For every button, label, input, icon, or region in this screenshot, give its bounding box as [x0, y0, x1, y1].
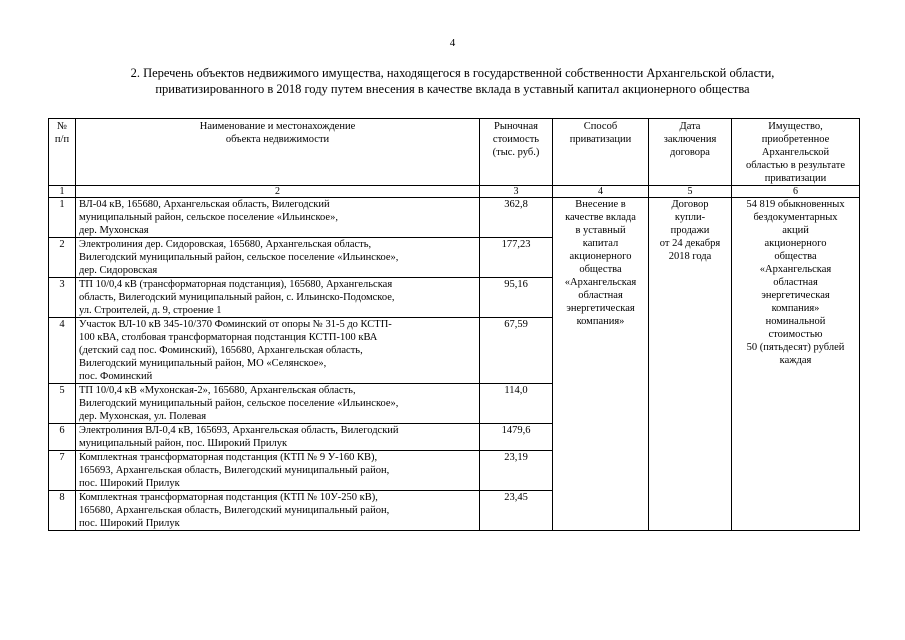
text-line: заключения	[663, 134, 717, 145]
text-line: приобретенное	[761, 134, 830, 145]
row-number: 1	[49, 198, 76, 238]
text-line: 2018 года	[668, 251, 712, 262]
text-line: качестве вклада	[565, 212, 636, 223]
text-line: (тыс. руб.)	[492, 147, 540, 158]
heading-line: 2. Перечень объектов недвижимого имущества, находящегося в государственной собственности Архангельской области,	[130, 66, 775, 80]
object-name	[76, 198, 480, 238]
header-name	[76, 119, 480, 186]
market-value: 23,45	[480, 491, 553, 531]
text-line: акционерного	[764, 238, 827, 249]
text-line: Имущество,	[768, 121, 823, 132]
object-name	[76, 451, 480, 491]
text-line: Участок ВЛ-10 кВ 345-10/370 Фоминский от опоры № 31-5 до КСТП-	[79, 319, 392, 330]
text-line: областью в результате	[745, 160, 846, 171]
text-line: номинальной	[765, 316, 826, 327]
text-line: продажи	[670, 225, 710, 236]
text-line: 165693, Архангельская область, Вилегодский муниципальный район,	[79, 465, 390, 476]
text-line: общества	[774, 251, 817, 262]
row-number: 8	[49, 491, 76, 531]
market-value: 1479,6	[480, 424, 553, 451]
text-line: Вилегодский муниципальный район, сельское поселение «Ильинское»,	[79, 252, 399, 263]
text-line: Архангельской	[761, 147, 830, 158]
text-line: купли-	[674, 212, 706, 223]
text-line: ТП 10/0,4 кВ (трансформаторная подстанция), 165680, Архангельская	[79, 279, 393, 290]
property-table	[48, 118, 860, 531]
text-line: Электролиния ВЛ-0,4 кВ, 165693, Архангельская область, Вилегодский	[79, 425, 399, 436]
text-line: каждая	[779, 355, 812, 366]
header-method	[553, 119, 649, 186]
market-value: 362,8	[480, 198, 553, 238]
text-line: энергетическая	[566, 303, 635, 314]
column-number-row	[49, 186, 860, 198]
text-line: дер. Сидоровская	[79, 265, 158, 276]
column-number: 5	[649, 186, 732, 198]
market-value: 23,19	[480, 451, 553, 491]
text-line: 165680, Архангельская область, Вилегодский муниципальный район,	[79, 505, 390, 516]
table-row	[49, 198, 860, 238]
text-line: компания»	[576, 316, 625, 327]
contract-date	[649, 198, 732, 531]
text-line: Наименование и местонахождение	[199, 121, 356, 132]
text-line: муниципальный район, пос. Широкий Прилук	[79, 438, 288, 449]
acquired-property	[732, 198, 860, 531]
market-value: 95,16	[480, 278, 553, 318]
text-line: 100 кВА, столбовая трансформаторная подстанция КСТП-100 кВА	[79, 332, 378, 343]
text-line: бездокументарных	[753, 212, 838, 223]
text-line: Вилегодский муниципальный район, сельское поселение «Ильинское»,	[79, 398, 399, 409]
text-line: Электролиния дер. Сидоровская, 165680, Архангельская область,	[79, 239, 372, 250]
text-line: Вилегодский муниципальный район, МО «Селянское»,	[79, 358, 327, 369]
text-line: от 24 декабря	[659, 238, 721, 249]
page-number: 4	[449, 37, 456, 49]
text-line: ВЛ-04 кВ, 165680, Архангельская область, Вилегодский	[79, 199, 330, 210]
text-line: дер. Мухонская, ул. Полевая	[79, 411, 207, 422]
text-line: Рыночная	[494, 121, 538, 132]
column-number: 4	[553, 186, 649, 198]
column-number: 1	[49, 186, 76, 198]
text-line: Внесение в	[575, 199, 626, 210]
object-name	[76, 278, 480, 318]
text-line: Комплектная трансформаторная подстанция (КТП № 9 У-160 КВ),	[79, 452, 378, 463]
row-number: 5	[49, 384, 76, 424]
text-line: приватизации	[764, 173, 827, 184]
text-line: «Архангельская	[759, 264, 832, 275]
text-line: область, Вилегодский муниципальный район, с. Ильинско-Подомское,	[79, 292, 395, 303]
text-line: 50 (пятьдесят) рублей	[746, 342, 845, 353]
text-line: п/п	[54, 134, 70, 145]
text-line: акций	[782, 225, 809, 236]
text-line: энергетическая	[761, 290, 830, 301]
market-value: 67,59	[480, 318, 553, 384]
object-name	[76, 491, 480, 531]
text-line: в уставный	[575, 225, 626, 236]
row-number: 2	[49, 238, 76, 278]
header-property	[732, 119, 860, 186]
header-num	[49, 119, 76, 186]
column-number: 3	[480, 186, 553, 198]
object-name	[76, 238, 480, 278]
privatization-method	[553, 198, 649, 531]
text-line: №	[56, 121, 68, 132]
column-number: 2	[76, 186, 480, 198]
header-cost	[480, 119, 553, 186]
text-line: компания»	[771, 303, 820, 314]
document-heading	[40, 65, 865, 97]
text-line: объекта недвижимости	[225, 134, 330, 145]
text-line: приватизации	[569, 134, 632, 145]
object-name	[76, 384, 480, 424]
row-number: 7	[49, 451, 76, 491]
text-line: 54 819 обыкновенных	[746, 199, 845, 210]
object-name	[76, 424, 480, 451]
text-line: областная	[773, 277, 818, 288]
row-number: 6	[49, 424, 76, 451]
text-line: договора	[670, 147, 710, 158]
text-line: акционерного	[569, 251, 632, 262]
text-line: Комплектная трансформаторная подстанция (КТП № 10У-250 кВ),	[79, 492, 378, 503]
column-number: 6	[732, 186, 860, 198]
text-line: общества	[579, 264, 622, 275]
text-line: (детский сад пос. Фоминский), 165680, Архангельская область,	[79, 345, 363, 356]
text-line: пос. Фоминский	[79, 371, 153, 382]
text-line: стоимостью	[768, 329, 823, 340]
object-name	[76, 318, 480, 384]
text-line: областная	[578, 290, 623, 301]
text-line: пос. Широкий Прилук	[79, 478, 180, 489]
text-line: пос. Широкий Прилук	[79, 518, 180, 529]
text-line: «Архангельская	[564, 277, 637, 288]
market-value: 114,0	[480, 384, 553, 424]
text-line: капитал	[582, 238, 619, 249]
row-number: 4	[49, 318, 76, 384]
market-value: 177,23	[480, 238, 553, 278]
row-number: 3	[49, 278, 76, 318]
text-line: Договор	[671, 199, 709, 210]
text-line: муниципальный район, сельское поселение «Ильинское»,	[79, 212, 338, 223]
text-line: Способ	[583, 121, 618, 132]
header-date	[649, 119, 732, 186]
text-line: ул. Строителей, д. 9, строение 1	[79, 305, 222, 316]
text-line: дер. Мухонская	[79, 225, 149, 236]
text-line: ТП 10/0,4 кВ «Мухонская-2», 165680, Архангельская область,	[79, 385, 356, 396]
text-line: стоимость	[492, 134, 540, 145]
text-line: Дата	[679, 121, 701, 132]
heading-line: приватизированного в 2018 году путем внесения в качестве вклада в уставный капитал акционерного общества	[155, 82, 750, 96]
header-row	[49, 119, 860, 186]
